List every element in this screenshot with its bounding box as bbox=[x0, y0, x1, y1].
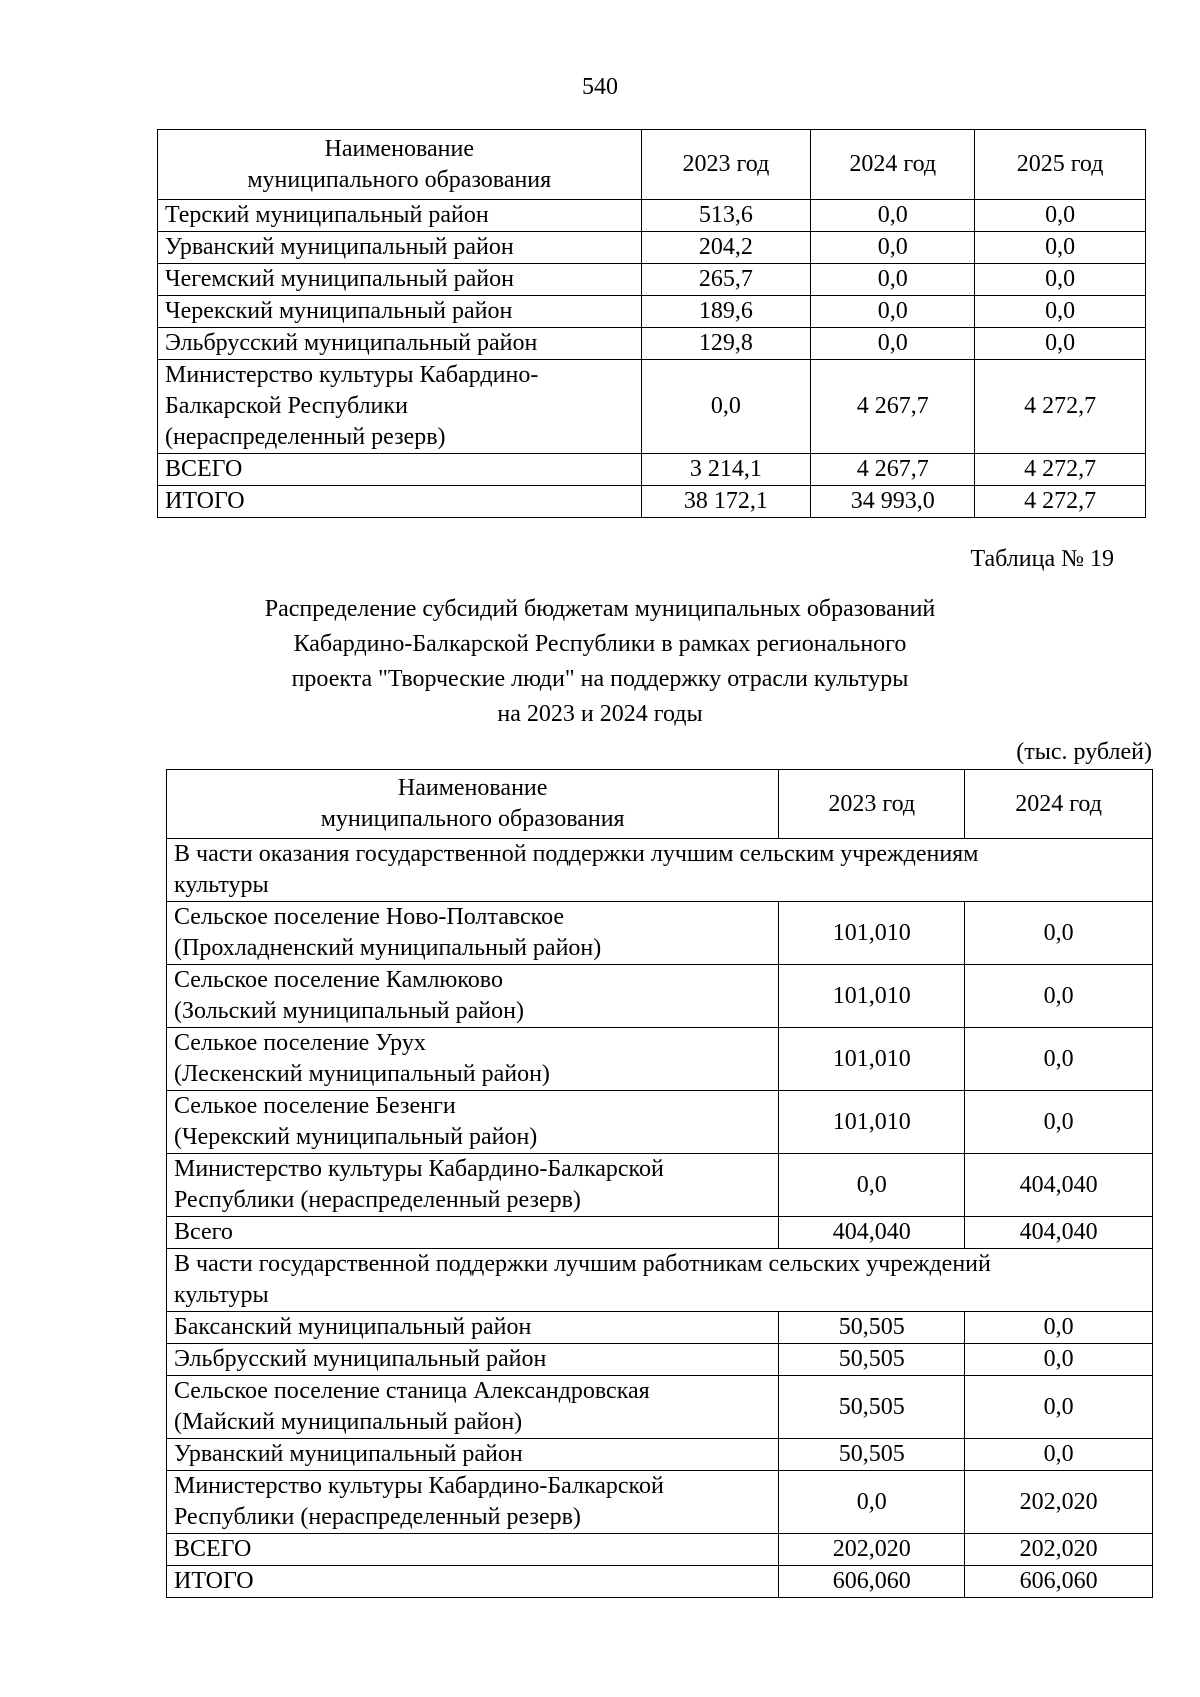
municipality-cell: Эльбрусский муниципальный район bbox=[167, 1344, 779, 1376]
value-cell: 513,6 bbox=[641, 200, 811, 232]
municipality-cell: Баксанский муниципальный район bbox=[167, 1312, 779, 1344]
value-cell: 0,0 bbox=[811, 296, 975, 328]
table-row bbox=[167, 1376, 1153, 1439]
value-cell: 202,020 bbox=[965, 1534, 1153, 1566]
value-cell: 0,0 bbox=[965, 902, 1153, 965]
table-header-row bbox=[158, 130, 1146, 200]
value-cell: 0,0 bbox=[975, 328, 1146, 360]
value-cell: 4 272,7 bbox=[975, 360, 1146, 454]
units-label: (тыс. рублей) bbox=[1016, 739, 1152, 765]
table-row bbox=[158, 360, 1146, 454]
value-cell: 0,0 bbox=[965, 1376, 1153, 1439]
municipality-cell: Урванский муниципальный район bbox=[158, 232, 642, 264]
table-row bbox=[167, 1154, 1153, 1217]
budget-table-continuation bbox=[157, 129, 1146, 518]
value-cell: 4 272,7 bbox=[975, 486, 1146, 518]
title-line: Кабардино-Балкарской Республики в рамках регионального bbox=[293, 631, 907, 657]
title-line: проекта "Творческие люди" на поддержку отрасли культуры bbox=[291, 666, 909, 692]
value-cell: 606,060 bbox=[779, 1566, 965, 1598]
municipality-cell: Селькое поселение Урух (Лескенский муниципальный район) bbox=[167, 1028, 779, 1091]
header-2025: 2025 год bbox=[975, 130, 1146, 200]
table-row bbox=[158, 454, 1146, 486]
value-cell: 0,0 bbox=[965, 1312, 1153, 1344]
value-cell: 606,060 bbox=[965, 1566, 1153, 1598]
title-line: на 2023 и 2024 годы bbox=[497, 701, 703, 727]
value-cell: 101,010 bbox=[779, 1028, 965, 1091]
value-cell: 50,505 bbox=[779, 1439, 965, 1471]
value-cell: 0,0 bbox=[811, 328, 975, 360]
value-cell: 0,0 bbox=[811, 232, 975, 264]
section-row bbox=[167, 1249, 1153, 1312]
value-cell: 202,020 bbox=[779, 1534, 965, 1566]
value-cell: 0,0 bbox=[965, 965, 1153, 1028]
municipality-cell: Сельское поселение Ново-Полтавское (Прохладненский муниципальный район) bbox=[167, 902, 779, 965]
value-cell: 265,7 bbox=[641, 264, 811, 296]
value-cell: 34 993,0 bbox=[811, 486, 975, 518]
municipality-cell: Министерство культуры Кабардино-Балкарской Республики (нераспределенный резерв) bbox=[167, 1471, 779, 1534]
section-row bbox=[167, 839, 1153, 902]
value-cell: 101,010 bbox=[779, 902, 965, 965]
value-cell: 0,0 bbox=[965, 1028, 1153, 1091]
table-header-row bbox=[167, 770, 1153, 839]
municipality-cell: ИТОГО bbox=[158, 486, 642, 518]
table-row bbox=[167, 1471, 1153, 1534]
municipality-cell: Сельское поселение станица Александровская (Майский муниципальный район) bbox=[167, 1376, 779, 1439]
header-municipality: Наименование муниципального образования bbox=[167, 770, 779, 839]
table-row bbox=[167, 1534, 1153, 1566]
table-row bbox=[158, 328, 1146, 360]
table-row bbox=[158, 232, 1146, 264]
value-cell: 4 267,7 bbox=[811, 360, 975, 454]
table-row bbox=[167, 1217, 1153, 1249]
municipality-cell: Министерство культуры Кабардино-Балкарской Республики (нераспределенный резерв) bbox=[167, 1154, 779, 1217]
table-row bbox=[158, 264, 1146, 296]
value-cell: 189,6 bbox=[641, 296, 811, 328]
table-row bbox=[158, 200, 1146, 232]
municipality-cell: ВСЕГО bbox=[158, 454, 642, 486]
value-cell: 101,010 bbox=[779, 965, 965, 1028]
municipality-cell: ВСЕГО bbox=[167, 1534, 779, 1566]
header-2023: 2023 год bbox=[779, 770, 965, 839]
value-cell: 0,0 bbox=[975, 296, 1146, 328]
value-cell: 0,0 bbox=[965, 1344, 1153, 1376]
municipality-cell: Селькое поселение Безенги (Черекский муниципальный район) bbox=[167, 1091, 779, 1154]
value-cell: 0,0 bbox=[975, 232, 1146, 264]
value-cell: 0,0 bbox=[811, 200, 975, 232]
section-title: В части оказания государственной поддержки лучшим сельским учреждениям культуры bbox=[167, 839, 1153, 902]
value-cell: 50,505 bbox=[779, 1344, 965, 1376]
municipality-cell: Терский муниципальный район bbox=[158, 200, 642, 232]
value-cell: 0,0 bbox=[811, 264, 975, 296]
table-row bbox=[167, 965, 1153, 1028]
header-municipality: Наименование муниципального образования bbox=[158, 130, 642, 200]
municipality-cell: Чегемский муниципальный район bbox=[158, 264, 642, 296]
municipality-cell: Сельское поселение Камлюково (Зольский муниципальный район) bbox=[167, 965, 779, 1028]
table-row bbox=[167, 1566, 1153, 1598]
table-row bbox=[167, 1312, 1153, 1344]
subsidy-distribution-table bbox=[166, 769, 1153, 1598]
header-2023: 2023 год bbox=[641, 130, 811, 200]
municipality-cell: Черекский муниципальный район bbox=[158, 296, 642, 328]
value-cell: 0,0 bbox=[779, 1471, 965, 1534]
value-cell: 404,040 bbox=[779, 1217, 965, 1249]
value-cell: 202,020 bbox=[965, 1471, 1153, 1534]
value-cell: 4 267,7 bbox=[811, 454, 975, 486]
title-line: Распределение субсидий бюджетам муниципальных образований bbox=[264, 596, 936, 622]
table-row bbox=[167, 902, 1153, 965]
page-number: 540 bbox=[582, 74, 618, 100]
value-cell: 101,010 bbox=[779, 1091, 965, 1154]
table-row bbox=[167, 1344, 1153, 1376]
value-cell: 0,0 bbox=[965, 1091, 1153, 1154]
value-cell: 38 172,1 bbox=[641, 486, 811, 518]
header-2024: 2024 год bbox=[811, 130, 975, 200]
value-cell: 204,2 bbox=[641, 232, 811, 264]
municipality-cell: Всего bbox=[167, 1217, 779, 1249]
value-cell: 129,8 bbox=[641, 328, 811, 360]
value-cell: 3 214,1 bbox=[641, 454, 811, 486]
table-row bbox=[167, 1028, 1153, 1091]
table-row bbox=[158, 486, 1146, 518]
table-row bbox=[167, 1091, 1153, 1154]
value-cell: 0,0 bbox=[975, 264, 1146, 296]
value-cell: 404,040 bbox=[965, 1154, 1153, 1217]
value-cell: 50,505 bbox=[779, 1376, 965, 1439]
municipality-cell: Эльбрусский муниципальный район bbox=[158, 328, 642, 360]
value-cell: 0,0 bbox=[641, 360, 811, 454]
value-cell: 4 272,7 bbox=[975, 454, 1146, 486]
table-row bbox=[158, 296, 1146, 328]
value-cell: 0,0 bbox=[779, 1154, 965, 1217]
municipality-cell: ИТОГО bbox=[167, 1566, 779, 1598]
table-row bbox=[167, 1439, 1153, 1471]
table-title bbox=[0, 592, 1200, 732]
table-number-label: Таблица № 19 bbox=[970, 546, 1114, 572]
value-cell: 50,505 bbox=[779, 1312, 965, 1344]
header-2024: 2024 год bbox=[965, 770, 1153, 839]
section-title: В части государственной поддержки лучшим работникам сельских учреждений культуры bbox=[167, 1249, 1153, 1312]
value-cell: 0,0 bbox=[965, 1439, 1153, 1471]
municipality-cell: Министерство культуры Кабардино- Балкарской Республики (нераспределенный резерв) bbox=[158, 360, 642, 454]
value-cell: 404,040 bbox=[965, 1217, 1153, 1249]
municipality-cell: Урванский муниципальный район bbox=[167, 1439, 779, 1471]
value-cell: 0,0 bbox=[975, 200, 1146, 232]
